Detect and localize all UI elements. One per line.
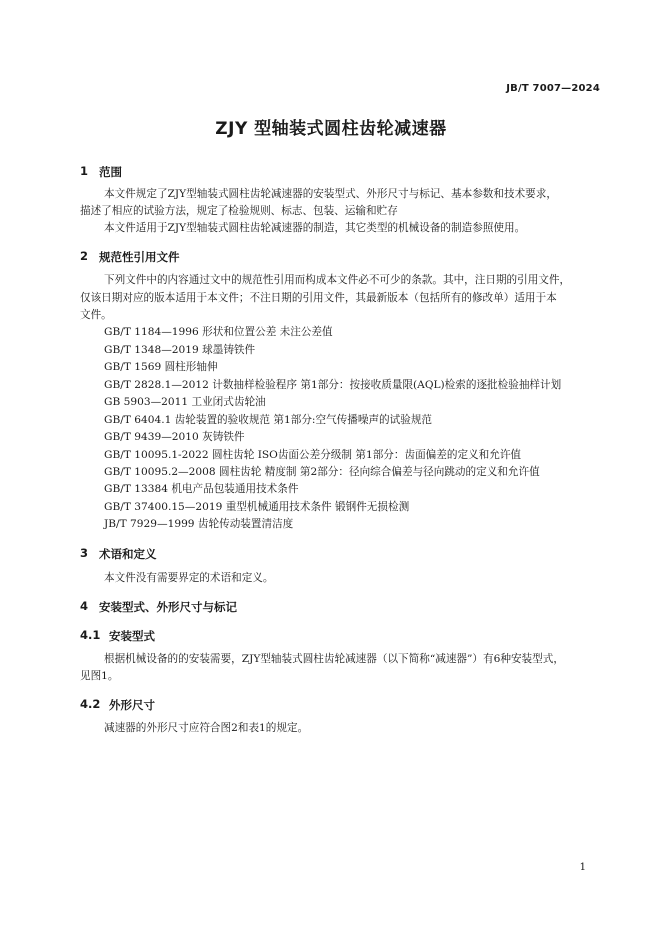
section-1-paragraph-1-line-2: 描述了相应的试验方法，规定了检验规则、标志、包装、运输和贮存: [80, 205, 398, 217]
page-number: 1: [579, 862, 586, 873]
subsection-4-2-title: 外形尺寸: [109, 698, 155, 712]
section-2-number: 2: [80, 249, 89, 263]
reference-item: GB/T 2828.1—2012 计数抽样检验程序 第1部分：按接收质量限(AQL)检索的逐批检验抽样计划: [104, 379, 562, 391]
section-4-title: 安装型式、外形尺寸与标记: [99, 600, 237, 614]
reference-item: GB/T 13384 机电产品包装通用技术条件: [104, 483, 299, 495]
section-2-paragraph-line-2: 仅该日期对应的版本适用于本文件；不注日期的引用文件，其最新版本（包括所有的修改单）适用于本: [80, 292, 557, 304]
reference-item: GB/T 37400.15—2019 重型机械通用技术条件 锻钢件无损检测: [104, 501, 410, 513]
reference-item: GB/T 9439—2010 灰铸铁件: [104, 431, 245, 443]
reference-item: GB/T 10095.1-2022 圆柱齿轮 ISO齿面公差分级制 第1部分：齿面偏差的定义和允许值: [104, 449, 522, 461]
section-1-number: 1: [80, 164, 89, 178]
subsection-4-1-title: 安装型式: [109, 629, 155, 643]
section-1-paragraph-1-line-1: 本文件规定了ZJY型轴装式圆柱齿轮减速器的安装型式、外形尺寸与标记、基本参数和技术要求，: [104, 188, 557, 200]
section-1-title: 范围: [99, 165, 122, 179]
section-4-number: 4: [80, 599, 89, 613]
section-2-paragraph-line-3: 文件。: [80, 309, 112, 321]
section-2-paragraph-line-1: 下列文件中的内容通过文中的规范性引用而构成本文件必不可少的条款。其中，注日期的引用文件，: [104, 274, 571, 286]
section-3-number: 3: [80, 546, 89, 560]
section-1-paragraph-2: 本文件适用于ZJY型轴装式圆柱齿轮减速器的制造，其它类型的机械设备的制造参照使用。: [104, 222, 526, 234]
section-3-title: 术语和定义: [99, 547, 157, 561]
section-2-title: 规范性引用文件: [99, 250, 180, 264]
subsection-4-2-number: 4.2: [80, 697, 101, 711]
reference-item: GB 5903—2011 工业闭式齿轮油: [104, 396, 266, 408]
document-title: ZJY 型轴装式圆柱齿轮减速器: [215, 119, 447, 139]
subsection-4-1-number: 4.1: [80, 628, 101, 642]
reference-item: GB/T 1348—2019 球墨铸铁件: [104, 344, 256, 356]
section-3-paragraph: 本文件没有需要界定的术语和定义。: [104, 572, 274, 584]
reference-item: GB/T 10095.2—2008 圆柱齿轮 精度制 第2部分：径向综合偏差与径向跳动的定义和允许值: [104, 466, 540, 478]
subsection-4-1-paragraph-line-2: 见图1。: [80, 670, 119, 682]
subsection-4-2-paragraph: 减速器的外形尺寸应符合图2和表1的规定。: [104, 722, 309, 734]
reference-item: GB/T 6404.1 齿轮装置的验收规范 第1部分:空气传播噪声的试验规范: [104, 414, 433, 426]
subsection-4-1-paragraph-line-1: 根据机械设备的的安装需要，ZJY型轴装式圆柱齿轮减速器（以下简称“减速器”）有6种安装型式，: [104, 653, 564, 665]
reference-item: JB/T 7929—1999 齿轮传动装置清洁度: [104, 518, 294, 530]
reference-item: GB/T 1569 圆柱形轴伸: [104, 361, 218, 373]
reference-item: GB/T 1184—1996 形状和位置公差 未注公差值: [104, 326, 333, 338]
standard-code: JB/T 7007—2024: [506, 83, 600, 94]
